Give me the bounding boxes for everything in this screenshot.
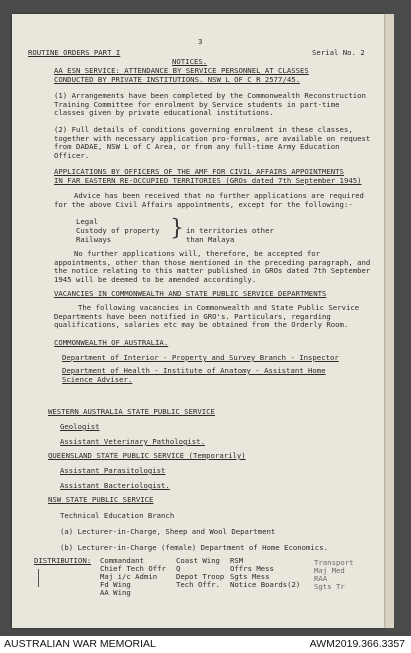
document-page xyxy=(12,14,384,628)
nsw-item-b: (b) Lecturer-in-Charge (female) Department of Home Economics. xyxy=(60,543,328,552)
dist-col1-0: Commandant xyxy=(100,556,144,565)
section1-title-2: CONDUCTED BY PRIVATE INSTITUTIONS. NSW L OF C R 2577/45. xyxy=(54,75,301,84)
routine-orders-heading xyxy=(28,49,120,58)
section2-title-2: IN FAR EASTERN RE-OCCUPIED TERRITORIES (GROs dated 7th September 1945) xyxy=(54,176,362,185)
qld-item-parasitologist: Assistant Parasitologist xyxy=(60,466,166,475)
section1-para2: (2) Full details of conditions governing enrolment in these classes, together with necessary application pro-formas, are available on request from DADAE, NSW L of C Area, or from any full-time Army Education Officer. xyxy=(54,125,371,160)
commonwealth-heading: COMMONWEALTH OF AUSTRALIA. xyxy=(54,338,169,347)
dist-col1-1: Chief Tech Offr xyxy=(100,564,166,573)
dist-col3-3: Notice Boards(2) xyxy=(230,580,301,589)
qld-item-bacteriologist: Assistant Bacteriologist. xyxy=(60,481,170,490)
dist-col2-1: Q xyxy=(176,564,181,573)
notices-heading: NOTICES. xyxy=(172,57,208,66)
qld-heading: QUEENSLAND STATE PUBLIC SERVICE (Temporarily) xyxy=(48,451,246,460)
section2-brace-text-1: in territories other xyxy=(186,226,274,235)
section3-title: VACANCIES IN COMMONWEALTH AND STATE PUBLIC SERVICE DEPARTMENTS xyxy=(54,289,327,298)
wa-item-vet: Assistant Veterinary Pathologist. xyxy=(60,437,205,446)
dist-col3-0: RSM xyxy=(230,556,244,565)
section1-title-1: AA ESN SERVICE: ATTENDANCE BY SERVICE PERSONNEL AT CLASSES xyxy=(54,66,309,75)
page-number: 3 xyxy=(198,37,203,46)
dist-col2-0: Coast Wing xyxy=(176,556,220,565)
nsw-heading: NSW STATE PUBLIC SERVICE xyxy=(48,495,154,504)
distribution-label: DISTRIBUTION: xyxy=(34,556,92,565)
nsw-item-a: (a) Lecturer-in-Charge, Sheep and Wool Department xyxy=(60,527,276,536)
section2-intro: Advice has been received that no further applications are required for the above Civil Affairs appointments, except for the following:- xyxy=(54,191,364,209)
dist-col4-1: Maj Med xyxy=(314,566,345,575)
footer-accession-id: AWM2019.366.3357 xyxy=(309,638,405,650)
section2-closing: No further applications will, therefore, be accepted for appointments, other than those mentioned in the preceding paragraph, and the notice relating to this matter published in GROs dated 7th September 1945 will be deemed to be amended accordingly. xyxy=(54,249,371,284)
wa-item-geologist: Geologist xyxy=(60,422,100,431)
dist-col3-1: Offrs Mess xyxy=(230,564,274,573)
commonwealth-item-1: Department of Interior - Property and Survey Branch - Inspector xyxy=(62,353,339,362)
dist-col2-2: Depot Troop xyxy=(176,572,225,581)
header-left: ROUTINE ORDERS PART I xyxy=(28,48,121,57)
wa-heading: WESTERN AUSTRALIA STATE PUBLIC SERVICE xyxy=(48,407,215,416)
dist-col4-3: Sgts Tr xyxy=(314,582,345,591)
section1-para1: (1) Arrangements have been completed by the Commonwealth Reconstruction Training Committee for enrolment by Service students in part-time classes given by private educational institutions. xyxy=(54,91,366,118)
brace-symbol: } xyxy=(170,216,184,241)
dist-col1-4: AA Wing xyxy=(100,588,131,597)
footer-institution: AUSTRALIAN WAR MEMORIAL xyxy=(4,638,156,650)
dist-col3-2: Sgts Mess xyxy=(230,572,270,581)
dist-col1-2: Maj i/c Admin xyxy=(100,572,158,581)
section2-brace-text-2: than Malaya xyxy=(186,235,235,244)
footer-bar xyxy=(0,636,411,653)
commonwealth-item-2: Department of Health - Institute of Anatomy - Assistant Home xyxy=(62,366,326,375)
nsw-subheading: Technical Education Branch xyxy=(60,511,175,520)
serial-number: Serial No. 2 xyxy=(312,48,365,57)
section2-item-custody: Custody of property xyxy=(76,226,160,235)
dist-col1-3: Fd Wing xyxy=(100,580,131,589)
commonwealth-item-3: Science Adviser. xyxy=(62,375,133,384)
dist-col4-0: Transport xyxy=(314,558,354,567)
handwritten-mark xyxy=(38,569,39,587)
dist-col4-2: RAA xyxy=(314,574,328,583)
section2-item-legal: Legal xyxy=(76,217,98,226)
section3-intro: The following vacancies in Commonwealth and State Public Service Departments have been notified in GRO's. Particulars, regarding qualifications, salaries etc may be obtained from the Orderly Room. xyxy=(54,303,360,330)
section2-item-railways: Railways xyxy=(76,235,112,244)
scan-edge xyxy=(384,14,394,628)
dist-col2-3: Tech Offr. xyxy=(176,580,220,589)
section2-title-1: APPLICATIONS BY OFFICERS OF THE AMF FOR CIVIL AFFAIRS APPOINTMENTS xyxy=(54,167,344,176)
